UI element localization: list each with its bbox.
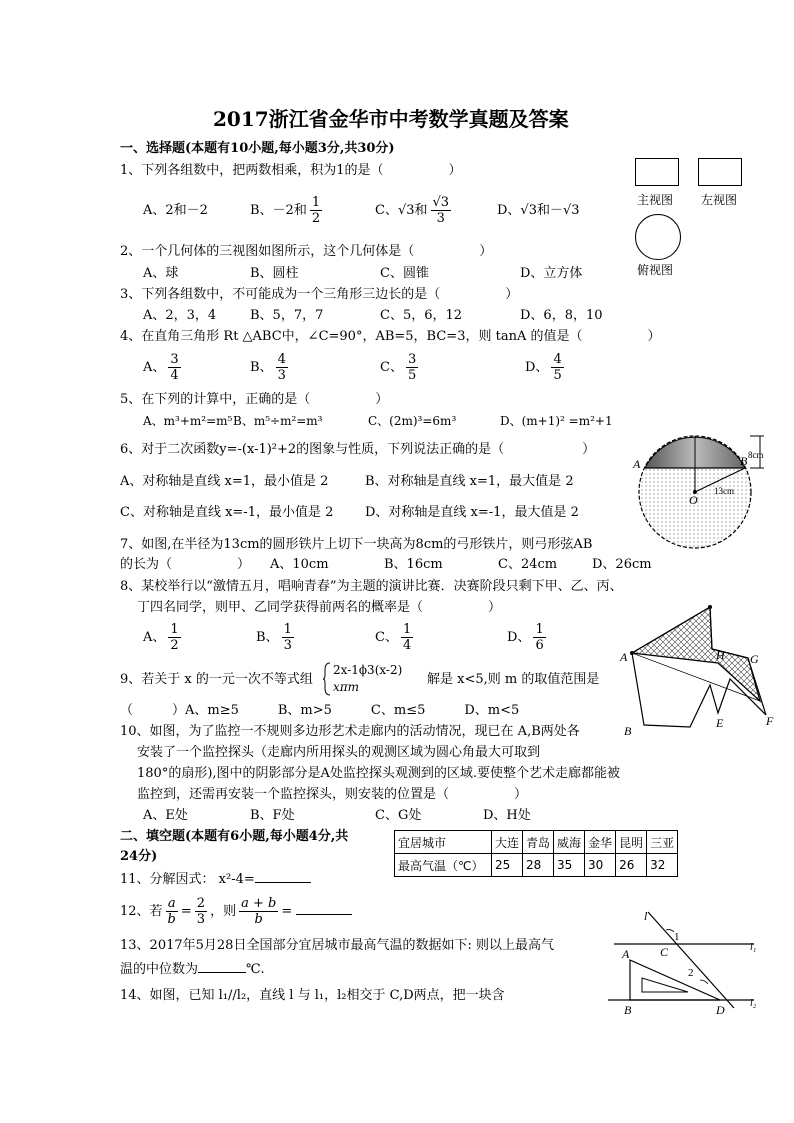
q1-stem: 1、下列各组数中，把两数相乘，积为1的是（ ） [120, 163, 462, 178]
q7-option-b: B、16cm [384, 557, 443, 572]
table-row [395, 854, 678, 877]
table-cell: 最高气温（℃） [395, 854, 492, 877]
table-cell: 25 [492, 854, 523, 877]
table-cell: 32 [647, 854, 678, 877]
label-1: 1 [674, 931, 680, 943]
q7-stem-line2: 的长为（ ） [120, 557, 251, 572]
q12-answer-blank[interactable] [296, 914, 352, 915]
set-square-inner [642, 978, 688, 992]
q1-option-a: A、2和－2 [143, 203, 208, 218]
q10-option-d: D、H处 [483, 808, 531, 823]
gallery-polygon-figure [618, 603, 778, 743]
label-b: B [740, 454, 748, 468]
q9-options: （ ）A、m≥5 B、m>5 C、m≤5 D、m<5 [120, 703, 520, 718]
q10-option-b: B、F处 [250, 808, 295, 823]
label-8cm: 8cm [748, 450, 764, 460]
system-brace [323, 662, 331, 696]
q5-option-b: B、m⁵÷m²=m³ [233, 414, 323, 428]
q5-option-c: C、(2m)³=6m³ [368, 414, 457, 428]
table-cell: 26 [616, 854, 647, 877]
q8-option-d: D、 $\frac{1}{6}$ [507, 622, 544, 653]
label-13cm: 13cm [714, 486, 734, 496]
label-c: C [660, 945, 669, 959]
q5-option-a: A、m³+m²=m⁵ [143, 414, 233, 428]
q7-stem-line1: 7、如图,在半径为13cm的圆形铁片上切下一块高为8cm的弓形铁片，则弓形弦AB [120, 537, 593, 552]
table-cell: 三亚 [647, 831, 678, 854]
q3-stem: 3、下列各组数中，不可能成为一个三角形三边长的是（ ） [120, 287, 519, 302]
q3-option-a: A、2，3，4 [143, 308, 217, 323]
label-l1: l₁ [750, 942, 757, 953]
section-heading-choice: 一、选择题(本题有10小题,每小题3分,共30分) [120, 141, 395, 156]
q8-option-a: A、 $\frac{1}{2}$ [143, 622, 179, 653]
label-g: G [750, 652, 759, 666]
left-view-rect [698, 158, 742, 186]
q6-option-b: B、对称轴是直线 x=1，最大值是 2 [365, 474, 574, 489]
q2-option-b: B、圆柱 [250, 266, 299, 281]
table-cell: 威海 [554, 831, 585, 854]
observed-region [632, 607, 760, 701]
q13-line1: 13、2017年5月28日全国部分宜居城市最高气温的数据如下: 则以上最高气 [120, 938, 554, 953]
q10-line4: 监控到，还需再安装一个监控探头，则安装的位置是（ ） [137, 787, 528, 802]
q6-stem: 6、对于二次函数y=-(x-1)²+2的图象与性质，下列说法正确的是（ ） [120, 442, 596, 457]
q1-option-b: B、－2和 $\frac{1}{2}$ [250, 195, 321, 226]
q11-answer-blank[interactable] [255, 882, 311, 883]
q6-option-a: A、对称轴是直线 x=1，最小值是 2 [120, 474, 329, 489]
q7-option-a: A、10cm [270, 557, 329, 572]
table-cell: 35 [554, 854, 585, 877]
q12: 12、若 $\frac{a}{b}$ = $\frac{2}{3}$ ，则 $\frac{a + b}{b}$ = [120, 896, 352, 927]
q10-line1: 10、如图，为了监控一不规则多边形艺术走廊内的活动情况，现已在 A,B两处各 [120, 724, 580, 739]
label-a: A [633, 457, 641, 471]
q6-option-d: D、对称轴是直线 x=-1，最大值是 2 [365, 505, 579, 520]
label-a: A [622, 947, 630, 961]
q3-option-c: C、5，6，12 [380, 308, 463, 323]
page-title: 2017浙江省金华市中考数学真题及答案 [213, 107, 569, 131]
label-b: B [624, 724, 632, 738]
q14-text: 14、如图，已知 l₁//l₂，直线 l 与 l₁，l₂相交于 C,D两点，把一块含 [120, 988, 505, 1003]
q3-option-b: B、5，7，7 [250, 308, 324, 323]
section-heading-fill-line1: 二、填空题(本题有6小题,每小题4分,共 [120, 829, 349, 844]
q4-option-b: B、 $\frac{4}{3}$ [250, 352, 286, 383]
label-b: B [624, 1003, 632, 1017]
label-l2: l₂ [750, 998, 757, 1009]
q4-option-c: C、 $\frac{3}{5}$ [380, 352, 417, 383]
q4-option-d: D、 $\frac{4}{5}$ [525, 352, 562, 383]
q10-line3: 180°的扇形),图中的阴影部分是A处监控探头观测到的区域.要使整个艺术走廊都能被 [137, 766, 621, 781]
q1-option-d: D、√3和－√3 [497, 203, 580, 218]
q5-stem: 5、在下列的计算中，正确的是（ ） [120, 392, 389, 407]
set-square [630, 960, 720, 1000]
label-e: E [716, 716, 724, 730]
q10-option-a: A、E处 [143, 808, 188, 823]
q9-stem-post: 解是 x<5,则 m 的取值范围是 [427, 672, 600, 687]
q10-line2: 安装了一个监控探头（走廊内所用探头的观测区域为圆心角最大可取到 [137, 745, 541, 760]
q2-option-a: A、球 [143, 266, 179, 281]
circle-segment-figure [632, 432, 772, 572]
table-cell: 宜居城市 [395, 831, 492, 854]
table-cell: 28 [523, 854, 554, 877]
label-2: 2 [688, 967, 694, 979]
q11: 11、分解因式： x²-4= [120, 872, 311, 888]
label-d: D [716, 1003, 725, 1017]
q9-system-line2: xπm [333, 680, 360, 694]
temperature-table [394, 830, 678, 877]
line-l [648, 912, 734, 1008]
q4-option-a: A、 $\frac{3}{4}$ [143, 352, 179, 383]
table-header-row [395, 831, 678, 854]
q8-option-b: B、 $\frac{1}{3}$ [256, 622, 292, 653]
front-view-label: 主视图 [637, 193, 674, 207]
q1-option-c: C、√3和 $\frac{√3}{3}$ [375, 195, 450, 226]
q6-option-c: C、对称轴是直线 x=-1，最小值是 2 [120, 505, 334, 520]
top-view-label: 俯视图 [637, 263, 674, 277]
q9-stem-pre: 9、若关于 x 的一元一次不等式组 [120, 672, 313, 687]
q8-stem-line1: 8、某校举行以“激情五月，唱响青春”为主题的演讲比赛．决赛阶段只剩下甲、乙、丙、 [120, 579, 623, 594]
table-cell: 昆明 [616, 831, 647, 854]
q4-stem: 4、在直角三角形 Rt △ABC中，∠C=90°，AB=5，BC=3，则 tanA 的值是（ ） [120, 329, 661, 344]
q13-line2: 温的中位数为 ℃. [120, 962, 265, 977]
table-cell: 金华 [585, 831, 616, 854]
left-view-label: 左视图 [701, 193, 738, 207]
q10-option-c: C、G处 [375, 808, 422, 823]
q7-option-d: D、26cm [592, 557, 652, 572]
label-h: H [716, 648, 725, 662]
front-view-rect [635, 158, 679, 186]
q7-option-c: C、24cm [498, 557, 558, 572]
parallel-lines-figure [604, 910, 764, 1022]
section-heading-fill-line2: 24分) [120, 849, 158, 864]
label-l: l [644, 909, 648, 923]
q2-option-c: C、圆锥 [380, 266, 429, 281]
q9-system-line1: 2x-1ϕ3(x-2) [333, 663, 403, 677]
q2-stem: 2、一个几何体的三视图如图所示，这个几何体是（ ） [120, 244, 493, 259]
table-cell: 大连 [492, 831, 523, 854]
label-o: O [689, 493, 698, 507]
table-cell: 青岛 [523, 831, 554, 854]
q5-option-d: D、(m+1)² =m²+1 [500, 414, 613, 428]
q8-option-c: C、 $\frac{1}{4}$ [375, 622, 412, 653]
table-cell: 30 [585, 854, 616, 877]
q2-option-d: D、立方体 [520, 266, 583, 281]
q8-stem-line2: 丁四名同学，则甲、乙同学获得前两名的概率是（ ） [137, 600, 502, 615]
top-view-circle [635, 214, 681, 260]
label-a: A [620, 650, 628, 664]
label-f: F [766, 714, 774, 728]
q13-answer-blank[interactable] [198, 972, 246, 973]
q3-option-d: D、6，8，10 [520, 308, 603, 323]
